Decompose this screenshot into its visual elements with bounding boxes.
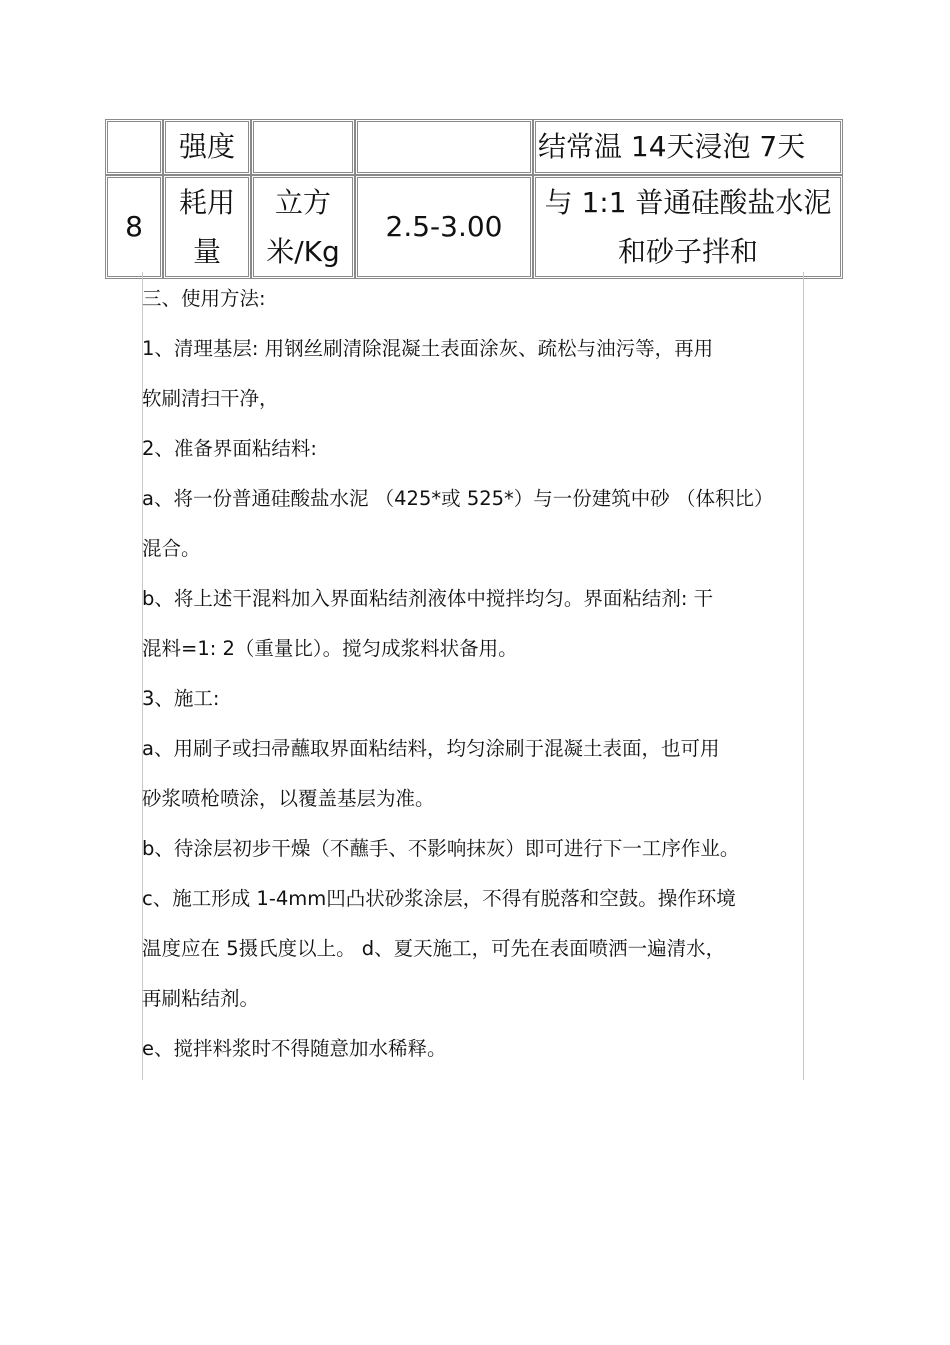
paragraph-line: 再刷粘结剂。 <box>142 987 260 1010</box>
paragraph-line: 软刷清扫干净， <box>142 387 279 410</box>
paragraph-line: 1、清理基层: 用钢丝刷清除混凝土表面涂灰、疏松与油污等，再用 <box>142 337 714 360</box>
table-cell: 与 1:1 普通硅酸盐水泥和砂子拌和 <box>533 175 843 279</box>
spec-table <box>105 119 843 279</box>
section-heading: 三、使用方法: <box>142 287 266 310</box>
paragraph-line: b、待涂层初步干燥（不蘸手、不影响抹灰）即可进行下一工序作业。 <box>142 837 740 860</box>
paragraph-line: a、用刷子或扫帚蘸取界面粘结料，均匀涂刷于混凝土表面，也可用 <box>142 737 720 760</box>
table-cell: 耗用量 <box>163 175 251 279</box>
paragraph-line: 3、施工: <box>142 687 220 710</box>
table-cell: 立方米/Kg <box>251 175 355 279</box>
table-cell: 结常温 14天浸泡 7天 <box>533 119 843 175</box>
paragraph-line: b、将上述干混料加入界面粘结剂液体中搅拌均匀。界面粘结剂: 干 <box>142 587 714 610</box>
paragraph-line: 混料=1: 2（重量比）。搅匀成浆料状备用。 <box>142 637 518 660</box>
paragraph-line: 温度应在 5摄氏度以上。 d、夏天施工，可先在表面喷洒一遍清水， <box>142 937 726 960</box>
paragraph-line: e、搅拌料浆时不得随意加水稀释。 <box>142 1037 447 1060</box>
table-cell <box>105 119 163 175</box>
paragraph-line: a、将一份普通硅酸盐水泥 （425*或 525*）与一份建筑中砂 （体积比） <box>142 487 774 510</box>
paragraph-line: 2、准备界面粘结料: <box>142 437 317 460</box>
table-cell <box>355 119 533 175</box>
table-cell <box>251 119 355 175</box>
table-cell: 2.5-3.00 <box>355 175 533 279</box>
paragraph-line: 混合。 <box>142 537 201 560</box>
table-cell: 强度 <box>163 119 251 175</box>
paragraph-line: c、施工形成 1-4mm凹凸状砂浆涂层，不得有脱落和空鼓。操作环境 <box>142 887 736 910</box>
table-cell: 8 <box>105 175 163 279</box>
table-row <box>105 175 843 279</box>
paragraph-line: 砂浆喷枪喷涂，以覆盖基层为准。 <box>142 787 435 810</box>
table-row <box>105 119 843 175</box>
